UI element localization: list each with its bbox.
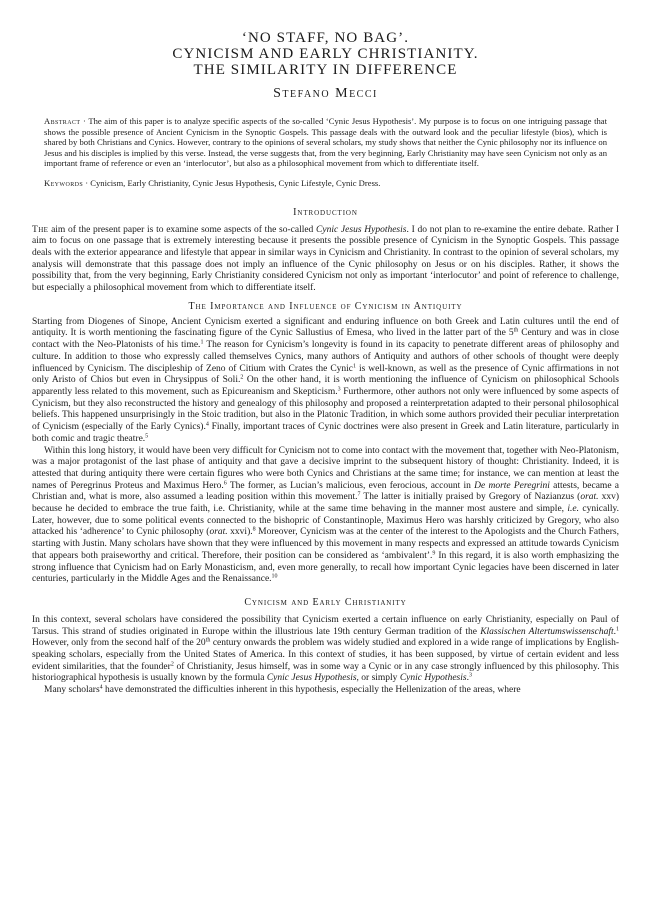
footnote-ref[interactable]: 8 [252, 526, 256, 533]
importance-paragraph-2: Within this long history, it would have been very difficult for Cynicism not to come into contact with the movement that, together with Neo-Platonism, was a major protagonist of the last phase of antiquity and that gave a decisive imprint to the subsequent history of thought: Christianity. Indeed, it is attested that during antiquity there were certain figures who were both Cynics and Christians at the same time; for instance, we can mention at least the names of Peregrinus Proteus and Maximus Hero.$^6$ The former, as Lucian’s malicious, even ferocious, account in De morte Peregrini attests, became a Christian and, what is more, also assumed a leading position within this movement.$^7$ The latter is initially praised by Gregory of Nazianzus (orat. xxv) because he decided to embrace the true faith, i.e. Christianity, while at the same time behaving in the manner most austere and simple, i.e. cynically. Later, however, due to some political events connected to the bishopric of Constantinople, Maximus Hero was harshly criticized by Gregory, who also attacked his ‘adherence’ to Cynic philosophy (orat. xxvi).$^8$ Moreover, Cynicism was at the center of the interest to the Apologists and the Church Fathers, starting with Justin. Many scholars have shown that they were influenced by this movement in many respects and expressed an attitude towards Cynicism that appears both praiseworthy and critical. Therefore, their position can be considered as ‘ambivalent’.$^9$ In this regard, it is also worth emphasizing the strong influence that Cynicism had on Early Monasticism, and, even more generally, to recall how important Cynic legacies have been discerned in later centuries, particularly in the Middle Ages and the Renaissance.$^{10}$ [32, 445, 619, 585]
introduction-paragraph: The aim of the present paper is to examine some aspects of the so-called Cynic Jesus Hypothesis. I do not plan to re-examine the entire debate. Rather I aim to focus on one passage that is extremely interesting because it presents the possible presence of Cynicism in the Synoptic Gospels. This passage deals with the exterior appearance and lifestyle that appear in similar ways in Cynicism and Christianity. In contrast to the opinion of several scholars, my analysis will demonstrate that this passage does not imply an influence of the Cynic philosophy on Jesus or on his disciples. Rather, it shows the possibility that, from the very beginning, Early Christianity considered Cynicism not only as important ‘interlocutor’ and point of reference to challenge, but especially a philosophical movement from which to differentiate itself. [32, 224, 620, 294]
footnote-ref[interactable]: 7 [357, 491, 361, 498]
title-line-1: ‘NO STAFF, NO BAG’. [241, 30, 410, 46]
footnote-ref[interactable]: 4 [99, 684, 103, 691]
abstract-label: Abstract [44, 116, 81, 126]
footnote-ref[interactable]: 2 [170, 661, 174, 668]
footnote-ref[interactable]: 1 [616, 626, 619, 633]
abstract [44, 116, 607, 169]
footnote-ref[interactable]: 1 [353, 363, 357, 370]
title-line-2: CYNICISM AND EARLY CHRISTIANITY. [172, 46, 479, 62]
footnote-ref[interactable]: 9 [432, 550, 436, 557]
cynicism-paragraph-2: Many scholars$^4$ have demonstrated the difficulties inherent in this hypothesis, especially the Hellenization of the areas, where [44, 684, 521, 696]
cynicism-paragraph-1: In this context, several scholars have considered the possibility that Cynicism exerted a certain influence on early Christianity, especially on Paul of Tarsus. This strand of studies originated in Europe within the illustrious late 19th century German tradition of the Klassischen Altertumswissenschaft.$^1$ However, only from the second half of the 20th century onwards the problem was widely studied and explored in a wide range of implications by English-speaking scholars, especially from the United States of America. In this context of studies, it has been supposed, by virtue of certain evident and less evident similarities, that the founder$^2$ of Christianity, Jesus himself, was in some way a Cynic or in any case strongly influenced by this philosophy. This historiographical hypothesis is usually known by the formula Cynic Jesus Hypothesis, or simply Cynic Hypothesis.$^3$ [32, 614, 619, 684]
footnote-ref[interactable]: 3 [468, 672, 472, 679]
intro-lead-word: The [32, 224, 49, 235]
footnote-ref[interactable]: 3 [337, 386, 341, 393]
footnote-ref[interactable]: 5 [145, 433, 149, 440]
footnote-ref[interactable]: 10 [271, 573, 278, 580]
importance-heading: The Importance and Influence of Cynicism in Antiquity [188, 300, 463, 312]
title-line-3: THE SIMILARITY IN DIFFERENCE [193, 62, 458, 78]
author-name: Stefano Mecci [273, 86, 378, 101]
work-title: De morte Peregrini [474, 480, 550, 491]
tradition-term: Klassischen Altertumswissenschaft [480, 626, 614, 637]
introduction-heading: Introduction [293, 206, 358, 218]
keywords-text: · Cynicism, Early Christianity, Cynic Jesus Hypothesis, Cynic Lifestyle, Cynic Dress. [83, 177, 381, 188]
keywords-label: Keywords [44, 177, 84, 188]
article-page [32, 30, 619, 697]
footnote-ref[interactable]: 2 [240, 374, 244, 381]
abstract-text: · The aim of this paper is to analyze specific aspects of the so-called ‘Cynic Jesus Hypothesis’. My purpose is to focus on one intriguing passage that shows the possible presence of Ancient Cynicism in the Synoptic Gospels. This passage deals with the outward look and the peculiar lifestyle (bios), which is shared by both Christians and Cynics. However, contrary to the opinions of several scholars, my study shows that neither the Cynic philosophy nor its influence on Jesus and his disciples is implied by this verse. Instead, the verse suggests that, from the very beginning, Early Christianity may have seen Cynicism not only as an important frame of reference or even an ‘interlocutor’, but also as a philosophical movement from which to differentiate itself. [44, 116, 607, 169]
footnote-ref[interactable]: 6 [223, 480, 227, 487]
keywords [44, 178, 607, 189]
cynicism-early-christianity-heading: Cynicism and Early Christianity [244, 596, 407, 608]
importance-paragraph-1: Starting from Diogenes of Sinope, Ancient Cynicism exerted a significant and enduring influence on both Greek and Latin cultures until the end of antiquity. It is worth mentioning the fascinating figure of the Cynic Sallustius of Emesa, who lived in the latter part of the 5th Century and was in close contact with the Neo-Platonists of his time.$^1$ The reason for Cynicism’s longevity is found in its capacity to penetrate different areas of philosophy and culture. In addition to those who expressly called themselves Cynics, many authors of Antiquity and authors of other schools of thought were deeply influenced by Cynicism. The discipleship of Zeno of Citium with Crates the Cynic$^1$ is well-known, as well as the presence of Cynic affirmations in not only Aristo of Chios but even in Chrysippus of Soli.$^2$ On the other hand, it is worth mentioning the influence of Cynicism on philosophical Schools apparently less related to this movement, such as Epicureanism and Skepticism.$^3$ Furthermore, other authors not only were influenced by some aspects of Cynicism, but they also reconstructed the history and genealogy of this philosophy and proposed a reinterpretation adapted to their personal philosophical beliefs. This happened unsurprisingly in the Stoic tradition, but also in the Platonic Tradition, in which some authors provided their peculiar interpretation of Cynicism (especially of the Early Cynics).$^4$ Finally, important traces of Cynic doctrines were also present in Greek and Latin literature, particularly in both comic and tragic theatre.$^5$ [32, 316, 619, 444]
cynic-jesus-hypothesis-term: Cynic Jesus Hypothesis [316, 224, 407, 235]
footnote-ref[interactable]: 1 [200, 339, 204, 346]
footnote-ref[interactable]: 4 [205, 421, 209, 428]
